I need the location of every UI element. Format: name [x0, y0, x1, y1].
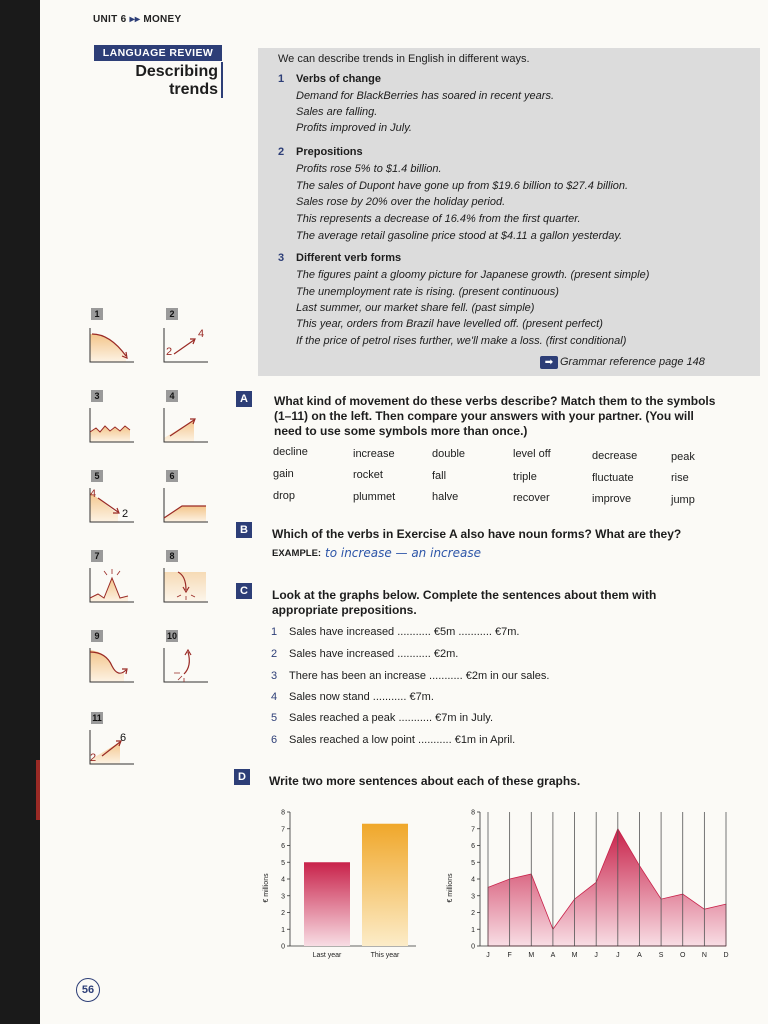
example-label: EXAMPLE:: [272, 548, 322, 559]
header-arrows: ▸▸: [129, 14, 141, 25]
area-y-tick-label: 6: [471, 843, 475, 850]
symbol-10-rocket: [162, 646, 210, 684]
review-section-3-heading: 3 Different verb forms: [278, 252, 402, 264]
symbol-label-10: 10: [166, 631, 177, 641]
review-line: The figures paint a gloomy picture for Japanese growth. (present simple): [296, 269, 650, 281]
bar-y-tick-label: 4: [281, 876, 285, 884]
area-chart-ylabel: € millions: [447, 873, 454, 903]
verb-item: gain: [273, 468, 294, 480]
review-line: Profits rose 5% to $1.4 billion.: [296, 163, 442, 175]
exercise-c-letter: C: [236, 583, 252, 599]
symbol-2-start-number: 2: [166, 346, 173, 358]
review-line: This year, orders from Brazil have levelled off. (present perfect): [296, 318, 603, 330]
verb-item: fluctuate: [592, 472, 634, 484]
verb-item: jump: [671, 494, 695, 506]
symbol-9-recover: [88, 646, 136, 684]
symbol-label-7: 7: [91, 550, 103, 562]
sentence-item: 6 Sales reached a low point ........... €1m in April.: [271, 734, 516, 746]
bar-y-tick-label: 3: [281, 893, 285, 901]
verb-item: recover: [513, 492, 550, 504]
symbol-label-2: 2: [166, 308, 178, 320]
title-line-2: trends: [169, 81, 218, 98]
area-y-tick-label: 2: [471, 910, 475, 917]
bar-y-tick-label: 2: [281, 910, 285, 917]
sentence-item: 3 There has been an increase ........... €2m in our sales.: [271, 670, 550, 682]
area-x-tick-label: S: [658, 952, 664, 959]
verb-item: double: [432, 448, 466, 460]
area-y-tick-label: 1: [471, 926, 475, 934]
review-line: Sales are falling.: [296, 106, 378, 118]
title-line-1: Describing: [135, 63, 218, 80]
area-x-tick-label: M: [571, 952, 578, 959]
area-y-tick-label: 3: [471, 893, 475, 901]
symbol-label-8: 8: [166, 550, 178, 562]
review-line: Last summer, our market share fell. (past simple): [296, 302, 535, 314]
bar-y-tick-label: 8: [281, 809, 285, 817]
section-title: [94, 63, 218, 99]
verb-item: decrease: [592, 450, 638, 462]
review-section-2-number: 2: [278, 146, 285, 158]
review-line: The sales of Dupont have gone up from $19.6 billion to $27.4 billion.: [296, 180, 629, 192]
unit-number: UNIT 6: [93, 14, 127, 25]
bar-category-label: Last year: [312, 952, 342, 959]
bar-y-tick-label: 1: [281, 926, 285, 934]
exercise-d-instructions: Write two more sentences about each of these graphs.: [269, 774, 581, 788]
review-line: Profits improved in July.: [296, 122, 412, 134]
unit-header: [93, 14, 181, 25]
exercise-c-instructions: Look at the graphs below. Complete the sentences about them with appropriate prepositions.: [272, 588, 657, 617]
sentence-item: 1 Sales have increased ........... €5m ........... €7m.: [271, 626, 520, 638]
area-x-tick-label: N: [701, 952, 707, 959]
symbol-1-decline: [88, 326, 136, 364]
symbol-label-11: 11: [92, 713, 102, 723]
area-y-tick-label: 7: [471, 826, 475, 834]
sentence-item: 5 Sales reached a peak ........... €7m in July.: [271, 712, 494, 724]
verb-item: halve: [432, 491, 459, 503]
review-line: The average retail gasoline price stood at $4.11 a gallon yesterday.: [296, 230, 623, 242]
symbol-label-1: 1: [91, 308, 103, 320]
bar-last-year: [304, 862, 350, 946]
bar-this-year: [362, 824, 408, 946]
area-y-tick-label: 8: [471, 809, 475, 817]
bar-y-tick-label: 5: [281, 859, 285, 867]
verb-item: improve: [592, 493, 632, 505]
review-line: The unemployment rate is rising. (present continuous): [296, 286, 559, 298]
unit-topic: MONEY: [143, 14, 182, 25]
exercise-a-instructions: What kind of movement do these verbs describe? Match them to the symbols (1–11) on the left. Then compare your answers with your partner. (You will need to use some symbols more than once.): [274, 394, 716, 438]
review-intro: We can describe trends in English in different ways.: [278, 53, 530, 65]
area-y-tick-label: 5: [471, 859, 475, 867]
verb-item: rise: [671, 472, 689, 484]
symbol-3-fluctuate: [88, 406, 136, 444]
area-x-tick-label: F: [507, 952, 512, 959]
review-line: Demand for BlackBerries has soared in recent years.: [296, 90, 555, 102]
area-y-tick-label: 0: [471, 943, 475, 951]
review-line: Sales rose by 20% over the holiday period.: [296, 196, 506, 208]
title-divider: [221, 62, 223, 98]
grammar-reference-arrow-icon: ➡: [540, 356, 558, 369]
area-x-tick-label: O: [680, 952, 686, 959]
verb-item: decline: [273, 446, 308, 458]
page-number: 56: [76, 978, 100, 1002]
verb-item: triple: [513, 471, 537, 483]
example-value: to increase — an increase: [325, 546, 481, 560]
area-series-fill: [488, 829, 726, 946]
symbol-label-4: 4: [166, 390, 178, 402]
area-x-tick-label: M: [528, 952, 535, 959]
symbol-label-5: 5: [91, 470, 103, 482]
bar-chart: [250, 800, 420, 965]
area-x-tick-label: A: [550, 952, 556, 959]
symbol-label-9: 9: [91, 630, 103, 642]
review-section-1-number: 1: [278, 73, 285, 85]
bar-y-tick-label: 0: [281, 943, 285, 951]
bar-y-tick-label: 7: [281, 826, 285, 834]
bar-chart-ylabel: € millions: [263, 873, 270, 903]
verb-item: peak: [671, 451, 695, 463]
symbol-7-peak: [88, 566, 136, 604]
area-x-tick-label: J: [486, 952, 490, 959]
sentence-item: 4 Sales now stand ........... €7m.: [271, 691, 434, 703]
area-x-tick-label: J: [594, 952, 598, 959]
verb-item: fall: [432, 470, 447, 482]
verb-item: plummet: [353, 491, 396, 503]
sentence-item: 2 Sales have increased ........... €2m.: [271, 648, 459, 660]
symbol-6-level-off: [162, 486, 210, 524]
review-section-2-heading: 2 Prepositions: [278, 146, 363, 158]
exercise-d-letter: D: [234, 769, 250, 785]
symbol-11-start-number: 2: [90, 752, 97, 764]
review-line: If the price of petrol rises further, we'll make a loss. (first conditional): [296, 335, 627, 347]
area-x-tick-label: A: [637, 952, 642, 959]
verb-item: increase: [353, 448, 395, 460]
area-x-tick-label: J: [616, 952, 620, 959]
symbol-11-end-number: 6: [120, 732, 127, 744]
bar-category-label: This year: [370, 952, 400, 959]
exercise-b-letter: B: [236, 522, 252, 538]
area-y-tick-label: 4: [471, 876, 475, 884]
symbol-5-start-number: 4: [90, 488, 97, 500]
exercise-b-instructions: Which of the verbs in Exercise A also have noun forms? What are they?: [272, 527, 682, 541]
symbol-8-plummet: [162, 566, 210, 604]
area-x-tick-label: D: [723, 952, 729, 959]
review-line: This represents a decrease of 16.4% from the first quarter.: [296, 213, 581, 225]
symbol-5-end-number: 2: [122, 508, 129, 520]
bar-y-tick-label: 6: [281, 843, 285, 850]
review-section-3-number: 3: [278, 252, 285, 264]
review-section-1-heading: 1 Verbs of change: [278, 73, 381, 85]
symbol-label-6: 6: [166, 470, 178, 482]
grammar-reference-link[interactable]: Grammar reference page 148: [560, 356, 705, 368]
verb-item: drop: [273, 490, 296, 502]
symbol-2-end-number: 4: [198, 328, 205, 340]
verb-item: rocket: [353, 469, 383, 481]
language-review-box: [258, 48, 760, 376]
symbol-label-3: 3: [91, 390, 103, 402]
area-chart: [440, 800, 730, 965]
exercise-a-letter: A: [236, 391, 252, 407]
textbook-page: [40, 0, 768, 1024]
verb-item: level off: [513, 448, 551, 460]
language-review-badge: LANGUAGE REVIEW: [94, 45, 222, 61]
symbol-4-rise: [162, 406, 210, 444]
